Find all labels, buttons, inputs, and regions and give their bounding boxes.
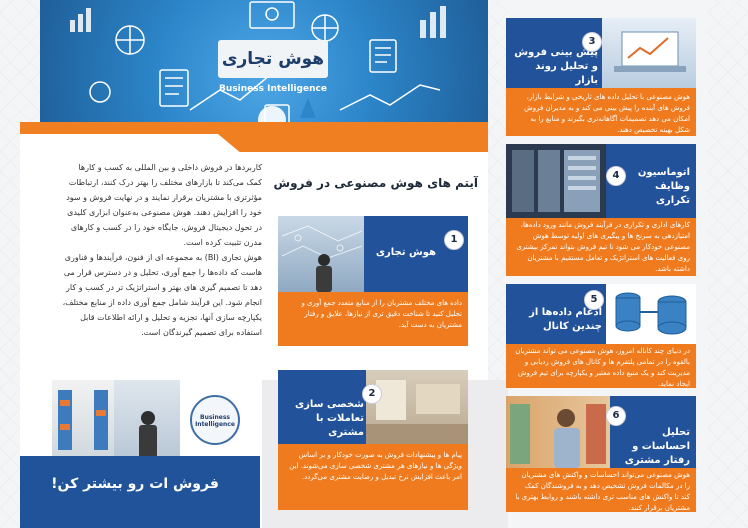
person-silhouette-icon: [278, 216, 364, 292]
card-1-photo: [278, 216, 364, 292]
analyst-photo: [114, 380, 180, 460]
card-4-number: 4: [606, 166, 626, 186]
card-2-photo: [366, 370, 468, 444]
laptop-chart-icon: [602, 18, 696, 88]
hero-title: هوش تجاری: [218, 40, 328, 78]
card-2-title: شخصی سازی تعاملات با مشتری: [294, 399, 364, 438]
server-rack-icon: [506, 144, 606, 218]
card-5-header: [506, 284, 696, 344]
hero-banner: [40, 0, 488, 128]
intro-paragraph-2: هوش تجاری (BI) به مجموعه ای از فنون، فرآیندها و فناوری هاست که داده‌ها را جمع آوری، تحلیل و در دسترس قرار می دهد تا تصمیم گیری های بهتر و استراتژیک تر در کسب و کار انجام شود. این فرآیند شامل جمع آوری داده از منابع مختلف، یکپارچه سازی آنها، تجزیه و تحلیل و ارائه اطلاعات قابل استفاده برای تصمیم گیرندگان است.: [62, 253, 262, 337]
card-2-number: 2: [362, 384, 382, 404]
card-2-body-box: [278, 444, 468, 510]
orange-accent-bar: [20, 122, 488, 134]
intro-paragraph-1: کاربردها در فروش داخلی و بین المللی به کسب و کارها کمک می‌کند تا بازارهای مختلف را بهتر درک کنند، ارتباطات مؤثرتری با مشتریان برقرار نمایند و در نهایت فروش و سود خود را افزایش دهند. هوش مصنوعی به‌عنوان ابزاری کلیدی در تحول دیجیتال فروش، جایگاه خود را در کسب و کارهای مدرن تثبیت کرده است.: [66, 163, 262, 247]
intro-text: [62, 160, 262, 340]
database-icon: [606, 284, 696, 344]
card-3-title: پیش بینی فروش و تحلیل روند بازار: [514, 47, 598, 86]
card-3-number: 3: [582, 32, 602, 52]
card-2-body: پیام ها و پیشنهادات فروش به صورت خودکار و بر اساس ویژگی ها و نیازهای هر مشتری شخصی سازی می‌شوند. این امر باعث افزایش نرخ تبدیل و رضایت مشتری می‌گردد.: [289, 451, 462, 481]
card-3-body-box: [506, 88, 696, 136]
card-6-body: هوش مصنوعی می‌تواند احساسات و واکنش های مشتریان را در مکالمات فروش تشخیص دهد و به فروشندگان کمک کند تا واکنش های مناسب تری داشته باشند و روابط بهتری با مشتریان برقرار کنند.: [515, 471, 690, 512]
room-photo-icon: [366, 370, 468, 444]
card-4-photo: [506, 144, 606, 218]
card-1-body: داده های مختلف مشتریان را از منابع متعدد جمع آوری و تحلیل کنید تا شناخت دقیق تری از نیازها، علایق و رفتار مشتریان به دست آید.: [301, 299, 462, 329]
card-6-body-box: [506, 468, 696, 512]
card-5-body: در دنیای چند کاناله امروز، هوش مصنوعی می تواند مشتریان بالقوه را در تمامی پلتفرم ها و کانال های فروش ردیابی و مدیریت کند و یک منبع داده معتبر و یکپارچه برای تیم فروش ایجاد نماید.: [515, 347, 690, 388]
card-5-photo: [606, 284, 696, 344]
card-1-title: هوش تجاری: [375, 247, 436, 258]
section-heading: آیتم های هوش مصنوعی در فروش: [273, 176, 478, 190]
card-6-number: 6: [606, 406, 626, 426]
card-1-header: [278, 216, 468, 292]
bi-badge-photo: [180, 380, 250, 460]
card-2-header: [278, 370, 468, 444]
card-6-photo: [506, 396, 610, 468]
bi-badge-text: Business Intelligence: [195, 414, 235, 428]
card-3-photo: [602, 18, 696, 88]
card-6-title: تحلیل احساسات و رفتار مشتری: [624, 427, 690, 466]
card-1-number: 1: [444, 230, 464, 250]
card-5-number: 5: [584, 290, 604, 310]
cta-title: فروش ات رو بیشتر کن!: [51, 476, 219, 492]
card-4-body-box: [506, 218, 696, 276]
orange-accent-wedge: [218, 134, 488, 152]
card-4-body: کارهای اداری و تکراری در فرآیند فروش مانند ورود داده‌ها، امتیازدهی به سرنخ ها و پیگیری های اولیه توسط هوش مصنوعی خودکار می شود تا تیم فروش بتواند تمرکز بیشتری روی فعالیت های استراتژیک و تعامل مستقیم با مشتریان داشته باشد.: [516, 221, 690, 273]
cta-box: [20, 456, 260, 528]
card-1-body-box: [278, 292, 468, 346]
store-photo: [52, 380, 114, 460]
card-3-header: [506, 18, 696, 88]
shopper-icon: [506, 396, 610, 468]
card-6-header: [506, 396, 696, 468]
card-5-body-box: [506, 344, 696, 388]
card-4-header: [506, 144, 696, 218]
shelves-icon: [52, 380, 114, 460]
card-5-title: ادغام داده‌ها از چندین کانال: [529, 307, 602, 332]
person-icon: [114, 380, 180, 460]
hero-subtitle: Business Intelligence: [219, 84, 327, 94]
card-3-body: هوش مصنوعی با تحلیل داده های تاریخی و شرایط بازار، فروش های آینده را پیش بینی می کند و به مدیران فروش امکان می دهد تصمیمات آگاهانه‌تری بگیرند و منابع را به شکل بهینه تخصیص دهند.: [524, 93, 690, 134]
pattern-strip-right: [708, 0, 748, 528]
card-4-title: اتوماسیون وظایف تکراری: [637, 167, 690, 206]
